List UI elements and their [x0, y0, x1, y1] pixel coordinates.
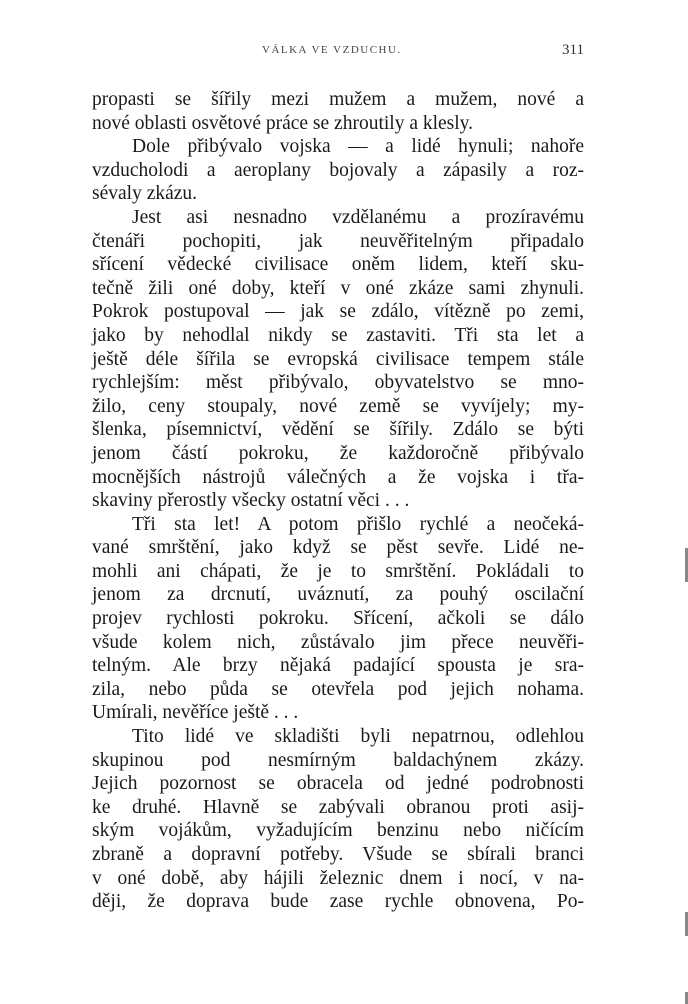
text-line: Tito lidé ve skladišti byli nepatrnou, odlehlou: [132, 726, 584, 748]
text-line: skaviny přerostly všecky ostatní věci . . .: [92, 490, 410, 512]
page-number: 311: [562, 42, 584, 58]
text-line: zila, nebo půda se otevřela pod jejich nohama.: [92, 678, 584, 700]
text-line: tečně žili oné doby, kteří v oné zkáze sami zhynuli.: [92, 277, 584, 299]
text-line: Jejich pozornost se obracela od jedné podrobnosti: [92, 773, 584, 795]
text-line: ději, že doprava bude zase rychle obnovena, Po-: [92, 891, 584, 913]
text-line: žilo, ceny stoupaly, nové země se vyvíjely; my-: [92, 395, 584, 417]
text-line: Dole přibývalo vojska — a lidé hynuli; nahoře: [132, 136, 584, 158]
text-line: Pokrok postupoval — jak se zdálo, vítězně po zemi,: [92, 301, 584, 323]
text-line: telným. Ale brzy nějaká padající spousta je sra-: [92, 655, 584, 677]
text-line: mohli ani chápati, že je to smrštění. Pokládali to: [92, 560, 584, 582]
text-line: jako by nehodlal nikdy se zastaviti. Tři sta let a: [92, 324, 584, 346]
body-text: [92, 88, 584, 914]
text-line: sřícení vědecké civilisace oněm lidem, kteří sku-: [92, 254, 584, 276]
text-line: Umírali, nevěříce ještě . . .: [92, 702, 299, 724]
text-line: ke druhé. Hlavně se zabývali obranou proti asij-: [92, 796, 584, 818]
text-line: propasti se šířily mezi mužem a mužem, nové a: [92, 89, 584, 110]
text-line: ještě déle šířila se evropská civilisace tempem stále: [92, 348, 584, 370]
text-line: projev rychlosti pokroku. Sřícení, ačkoli se dálo: [92, 608, 584, 630]
running-title: VÁLKA VE VZDUCHU.: [262, 44, 402, 56]
text-line: sévaly zkázu.: [92, 183, 198, 205]
text-line: v oné době, aby hájili železnic dnem i nocí, v na-: [92, 867, 584, 889]
text-line: nové oblasti osvětové práce se zhroutily a klesly.: [92, 112, 474, 134]
text-line: mocnějších nástrojů válečných a že vojska i třa-: [92, 466, 584, 488]
text-line: rychlejším: měst přibývalo, obyvatelstvo se mno-: [92, 372, 584, 394]
text-line: zbraně a dopravní potřeby. Všude se sbírali branci: [92, 844, 584, 865]
text-line: skupinou pod nesmírným baldachýnem zkázy.: [92, 749, 584, 771]
page-header: [92, 44, 584, 68]
text-line: jenom částí pokroku, že každoročně přibývalo: [92, 442, 584, 464]
text-line: čtenáři pochopiti, jak neuvěřitelným připadalo: [92, 230, 584, 252]
text-line: Tři sta let! A potom přišlo rychlé a neočeká-: [132, 513, 584, 535]
text-line: všude kolem nich, zůstávalo jim přece neuvěři-: [92, 631, 584, 653]
text-line: jenom za drcnutí, uváznutí, za pouhý oscilační: [92, 584, 584, 606]
text-line: vané smrštění, jako když se pěst sevře. Lidé ne-: [92, 537, 584, 559]
text-line: šlenka, písemnictví, vědění se šířily. Zdálo se býti: [92, 419, 584, 441]
text-line: Jest asi nesnadno vzdělanému a prozíravému: [132, 206, 584, 228]
text-line: ským vojákům, vyžadujícím benzinu nebo ničícím: [92, 820, 584, 842]
text-line: vzducholodi a aeroplany bojovaly a zápasily a roz-: [92, 159, 584, 181]
